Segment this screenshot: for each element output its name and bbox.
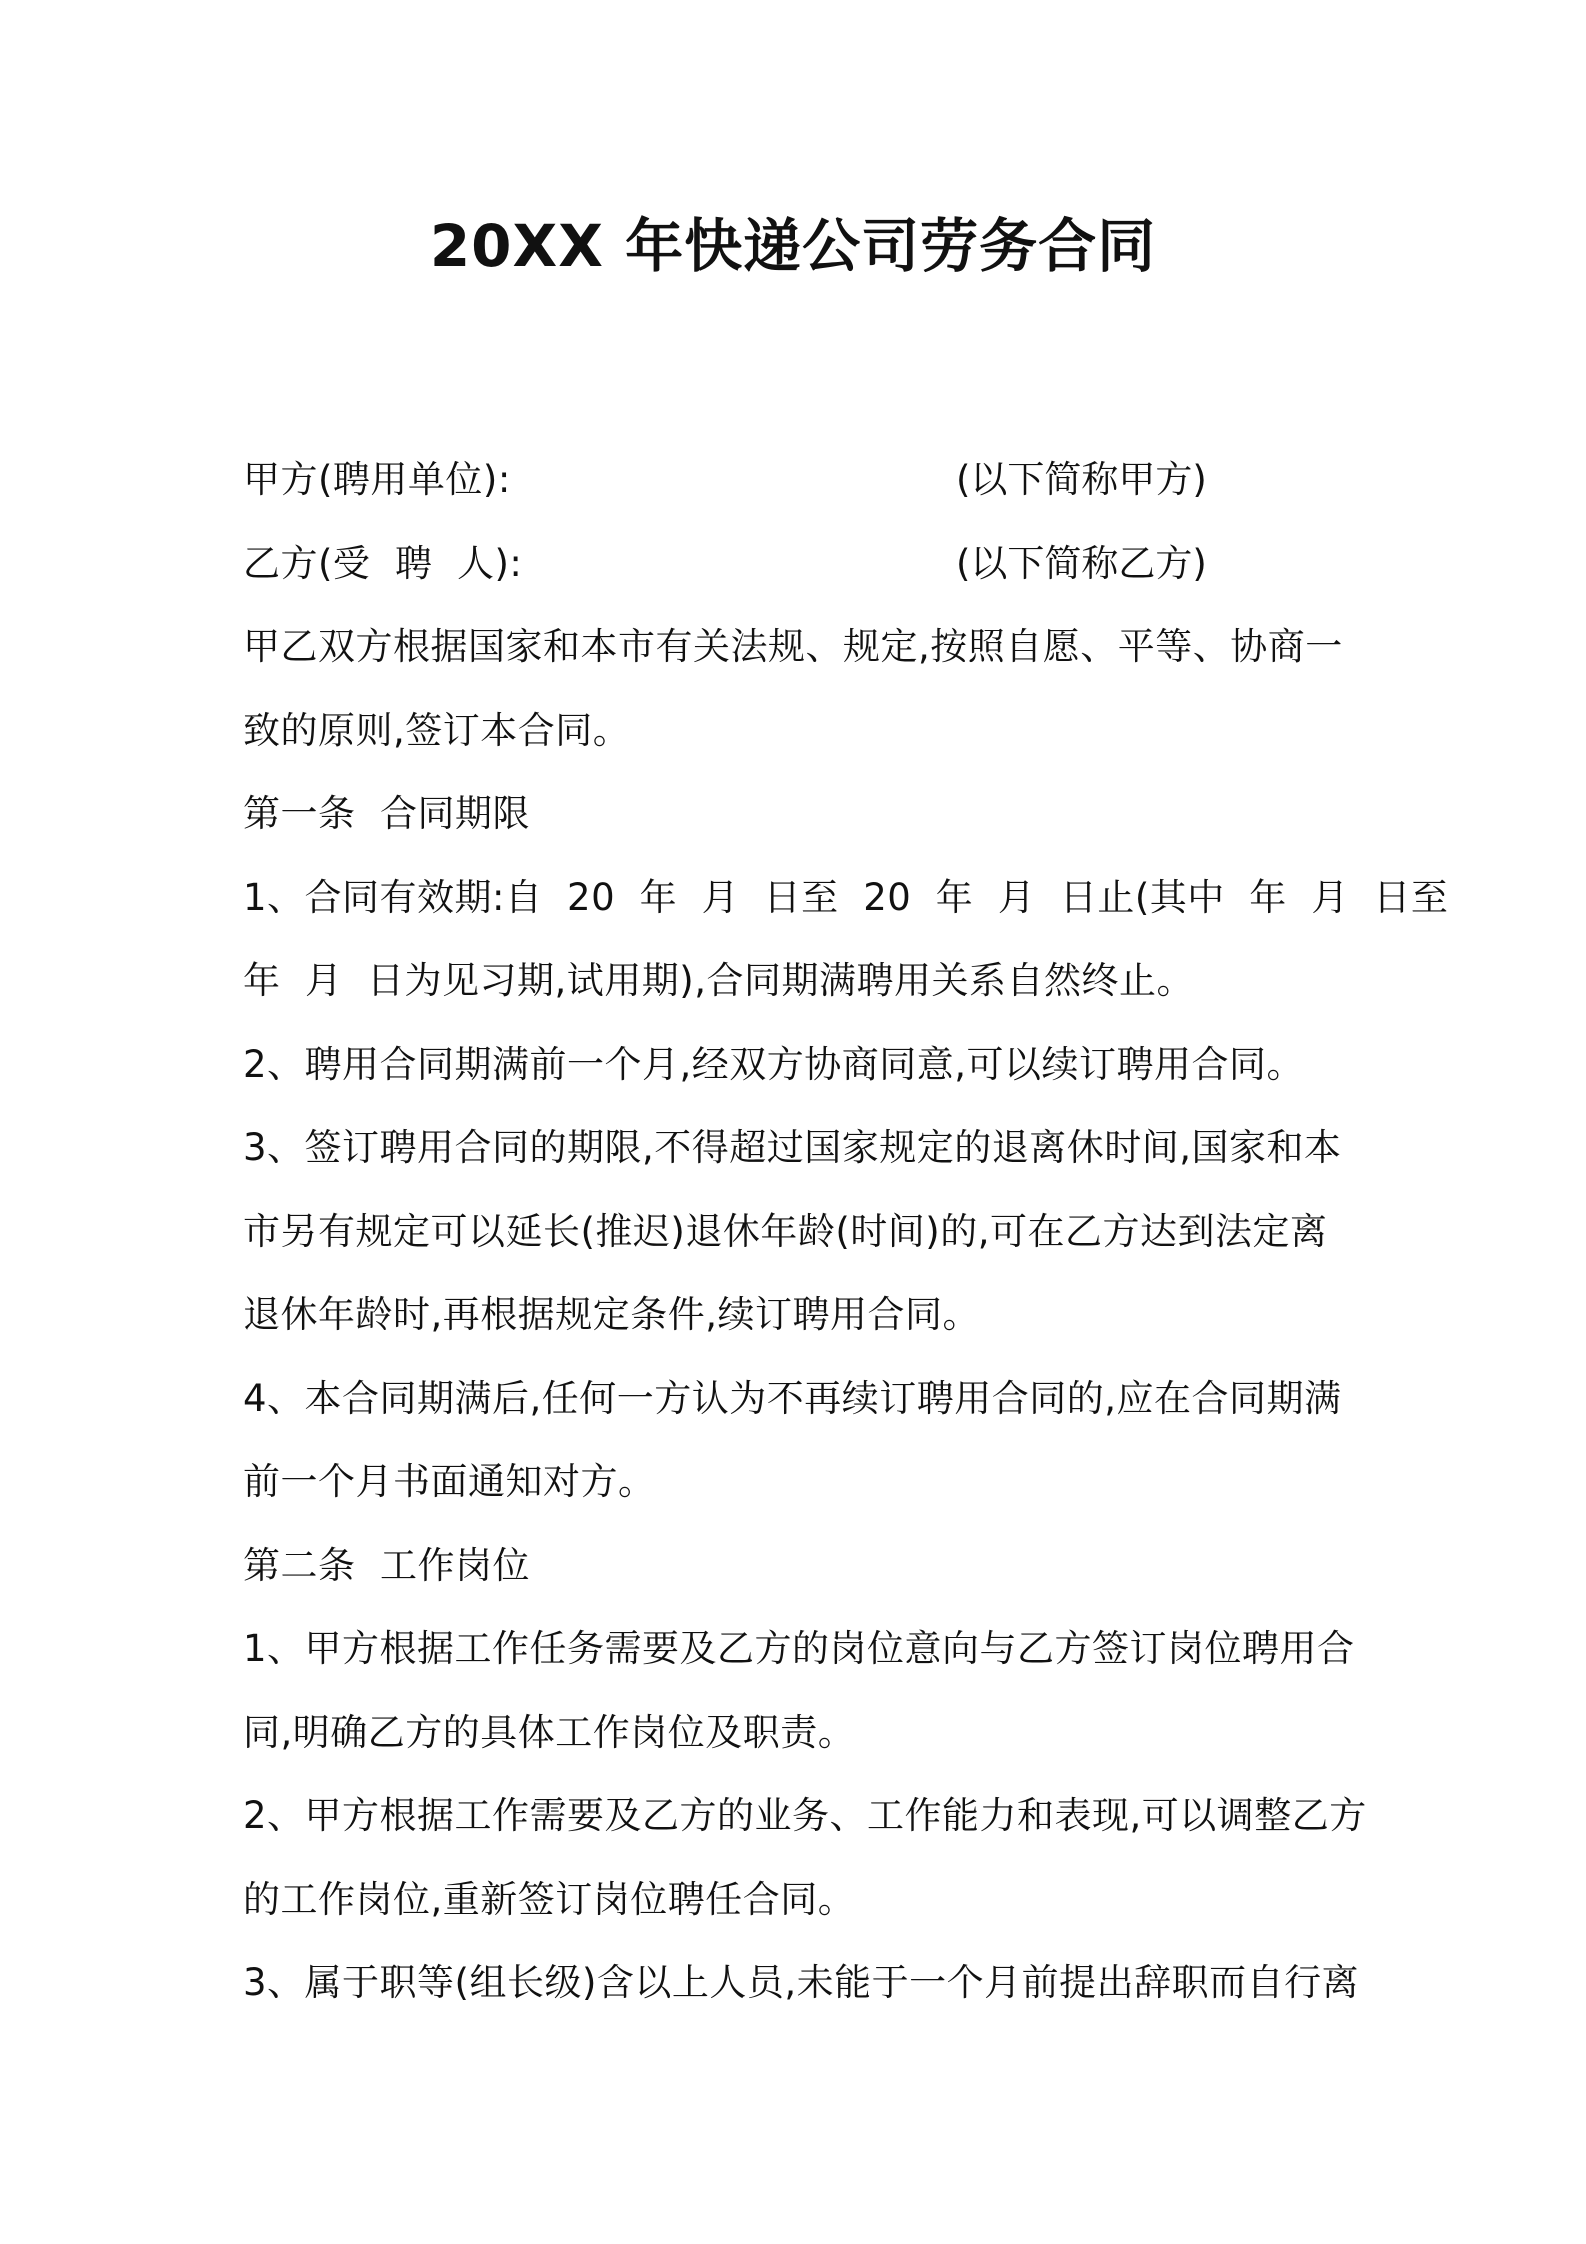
party-b-label: 乙方(受 聘 人): bbox=[243, 542, 523, 585]
article-2-item-2-line-2: 的工作岗位,重新签订岗位聘任合同。 bbox=[243, 1878, 856, 1921]
intro-line-2: 致的原则,签订本合同。 bbox=[243, 709, 631, 752]
article-1-item-1-line-1: 1、合同有效期:自 20 年 月 日至 20 年 月 日止(其中 年 月 日至 bbox=[243, 876, 1449, 919]
article-1-item-3-line-1: 3、签订聘用合同的期限,不得超过国家规定的退离休时间,国家和本 bbox=[243, 1126, 1342, 1169]
article-1-item-4-line-2: 前一个月书面通知对方。 bbox=[243, 1460, 656, 1503]
article-2-item-1-line-2: 同,明确乙方的具体工作岗位及职责。 bbox=[243, 1711, 856, 1754]
article-2-item-3-line-1: 3、属于职等(组长级)含以上人员,未能于一个月前提出辞职而自行离 bbox=[243, 1961, 1360, 2004]
document-title: 20XX 年快递公司劳务合同 bbox=[429, 212, 1157, 280]
article-1-heading: 第一条 合同期限 bbox=[243, 792, 531, 835]
intro-line-1: 甲乙双方根据国家和本市有关法规、规定,按照自愿、平等、协商一 bbox=[243, 625, 1343, 668]
article-1-item-3-line-3: 退休年龄时,再根据规定条件,续订聘用合同。 bbox=[243, 1293, 981, 1336]
party-a-note: (以下简称甲方) bbox=[956, 458, 1207, 501]
article-1-item-4-line-1: 4、本合同期满后,任何一方认为不再续订聘用合同的,应在合同期满 bbox=[243, 1377, 1342, 1420]
article-1-item-1-line-2: 年 月 日为见习期,试用期),合同期满聘用关系自然终止。 bbox=[243, 959, 1195, 1002]
article-2-heading: 第二条 工作岗位 bbox=[243, 1544, 531, 1587]
party-b-note: (以下简称乙方) bbox=[956, 542, 1207, 585]
article-1-item-2: 2、聘用合同期满前一个月,经双方协商同意,可以续订聘用合同。 bbox=[243, 1043, 1305, 1086]
article-2-item-2-line-1: 2、甲方根据工作需要及乙方的业务、工作能力和表现,可以调整乙方 bbox=[243, 1794, 1367, 1837]
article-1-item-3-line-2: 市另有规定可以延长(推迟)退休年龄(时间)的,可在乙方达到法定离 bbox=[243, 1210, 1328, 1253]
article-2-item-1-line-1: 1、甲方根据工作任务需要及乙方的岗位意向与乙方签订岗位聘用合 bbox=[243, 1627, 1355, 1670]
party-a-label: 甲方(聘用单位): bbox=[243, 458, 511, 501]
